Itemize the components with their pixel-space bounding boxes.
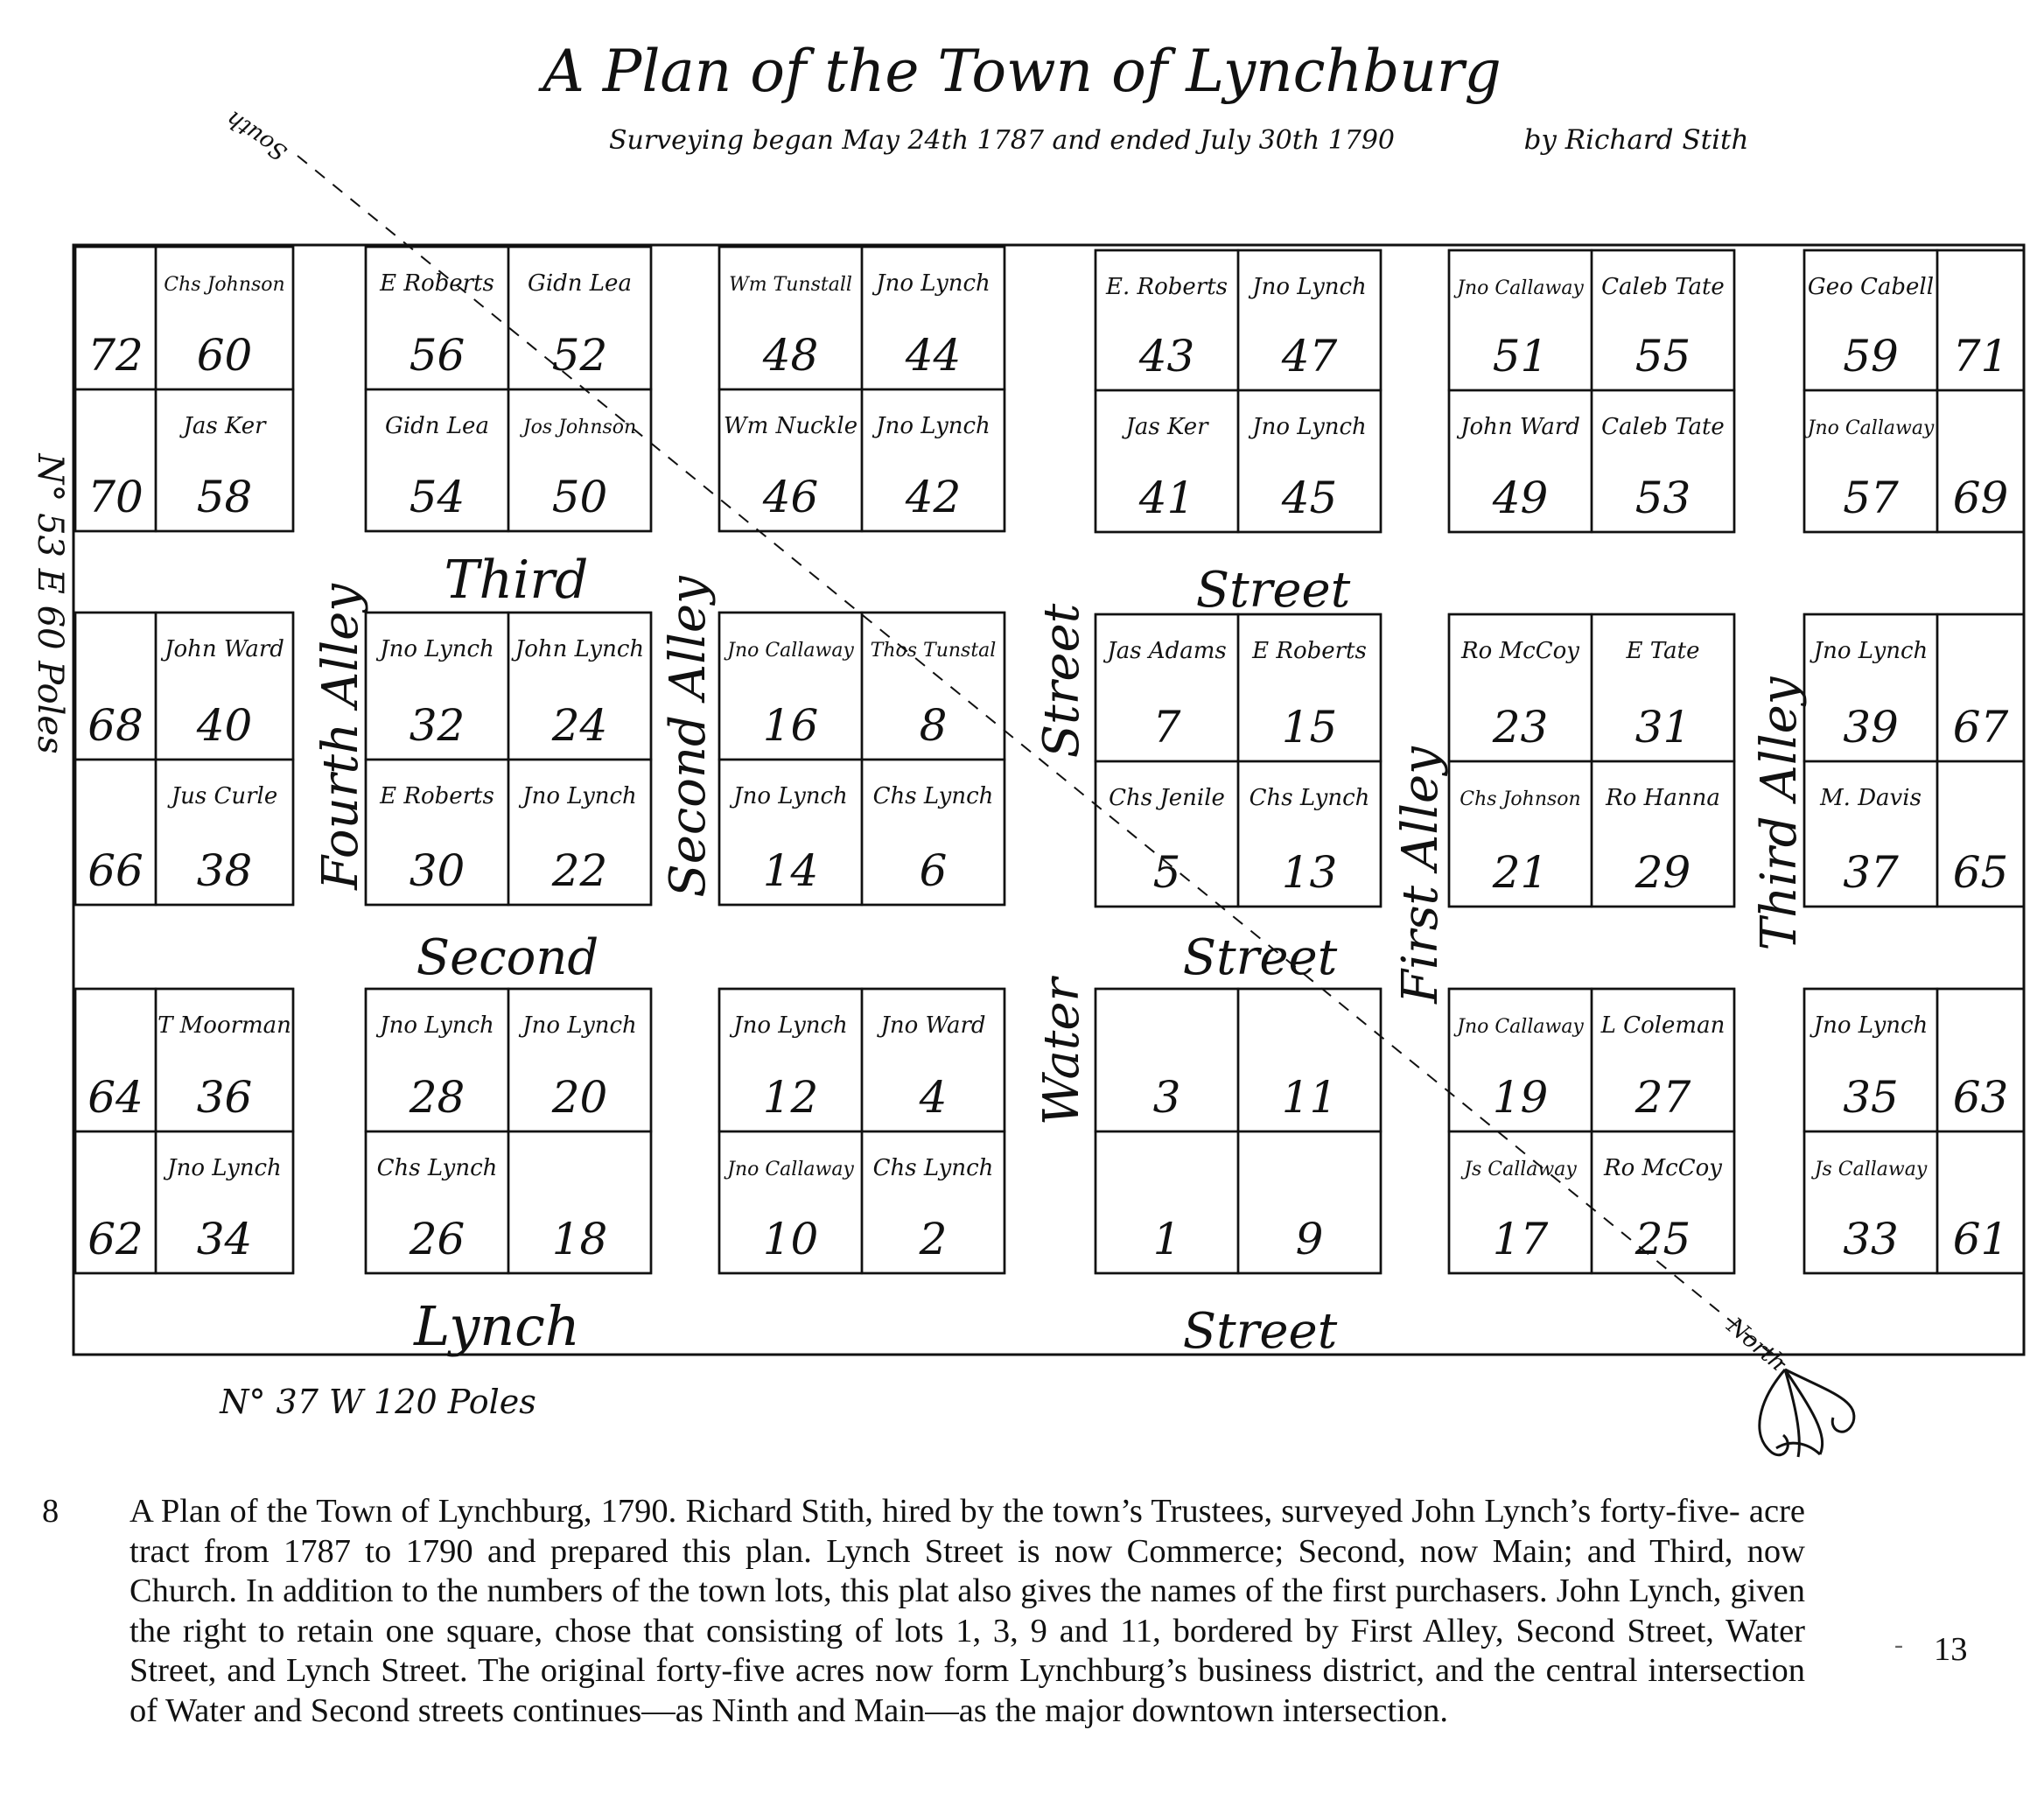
lot-number-label: 30 xyxy=(409,845,466,896)
lot-number-label: 62 xyxy=(88,1214,144,1264)
lot-number-label: 46 xyxy=(762,472,819,522)
lot-number-label: 51 xyxy=(1492,331,1549,382)
lot-number-label: 7 xyxy=(1152,702,1181,753)
lot-owner-label: E Roberts xyxy=(380,270,494,297)
lot-number-label: 9 xyxy=(1295,1214,1324,1264)
lot-number-label: 16 xyxy=(762,700,819,751)
lot-number-label: 56 xyxy=(409,330,466,381)
lot-number-label: 70 xyxy=(88,472,144,522)
lot-number-label: 66 xyxy=(88,845,144,896)
lot-owner-label: Jno Lynch xyxy=(733,1012,848,1039)
lot-owner-label: Jus Curle xyxy=(171,783,278,809)
lot-number-label: 26 xyxy=(409,1214,466,1264)
lot-owner-label: Jno Lynch xyxy=(876,270,990,297)
lot-number-label: 33 xyxy=(1843,1214,1899,1264)
lot-owner-label: Jno Callaway xyxy=(727,640,854,662)
lot-owner-label: Geo Cabell xyxy=(1807,274,1935,300)
lot-number-label: 43 xyxy=(1138,331,1195,382)
lot-number-label: 18 xyxy=(551,1214,608,1264)
page-number: 13 xyxy=(1934,1631,1968,1668)
lot-number-label: 29 xyxy=(1634,847,1691,898)
lot-number-label: 35 xyxy=(1843,1072,1899,1123)
street-label-lynch-street: Street xyxy=(1182,1303,1338,1360)
lot-number-label: 54 xyxy=(409,472,466,522)
lot-number-label: 11 xyxy=(1281,1072,1338,1123)
lot-number-label: 17 xyxy=(1492,1214,1549,1264)
lot-owner-label: Jno Callaway xyxy=(727,1159,854,1180)
lot-owner-label: E. Roberts xyxy=(1106,274,1228,300)
compass-north-flourish xyxy=(1760,1369,1854,1457)
lot-owner-label: Jas Ker xyxy=(183,413,266,439)
lot-number-label: 57 xyxy=(1843,473,1899,523)
lot-number-label: 15 xyxy=(1281,702,1338,753)
compass-south-label: South xyxy=(221,105,292,166)
lot-number-label: 21 xyxy=(1492,847,1549,898)
lot-number-label: 37 xyxy=(1843,847,1899,898)
lot-number-label: 60 xyxy=(196,330,253,381)
street-label-water: Water xyxy=(1033,977,1090,1126)
lot-owner-label: Chs Johnson xyxy=(1460,788,1581,810)
lot-number-label: 58 xyxy=(196,472,253,522)
lot-number-label: 25 xyxy=(1634,1214,1691,1264)
lot-number-label: 31 xyxy=(1634,702,1691,753)
lot-number-label: 19 xyxy=(1492,1072,1549,1123)
lot-number-label: 63 xyxy=(1952,1072,2009,1123)
lot-number-label: 42 xyxy=(905,472,962,522)
bearing-bottom: N° 37 W 120 Poles xyxy=(220,1383,536,1421)
lot-owner-label: Wm Tunstall xyxy=(729,274,852,296)
lot-number-label: 28 xyxy=(409,1072,466,1123)
lot-number-label: 44 xyxy=(905,330,962,381)
lot-number-label: 52 xyxy=(551,330,608,381)
lot-number-label: 39 xyxy=(1843,702,1899,753)
lot-owner-label: Jno Lynch xyxy=(167,1155,282,1181)
lot-owner-label: Caleb Tate xyxy=(1601,414,1725,440)
lot-owner-label: Chs Jenile xyxy=(1109,785,1225,811)
lot-owner-label: L Coleman xyxy=(1600,1012,1726,1039)
compass-north-label: North xyxy=(1721,1313,1791,1377)
map-surveyor: by Richard Stith xyxy=(1523,124,1749,156)
lot-owner-label: Jno Lynch xyxy=(733,783,848,809)
street-label-second-street: Street xyxy=(1182,929,1338,986)
map-title: A Plan of the Town of Lynchburg xyxy=(542,38,1502,105)
lot-number-label: 65 xyxy=(1952,847,2009,898)
lot-number-label: 48 xyxy=(762,330,819,381)
lot-owner-label: Ro Hanna xyxy=(1606,785,1720,811)
street-label-third: Third xyxy=(444,550,589,611)
lot-number-label: 53 xyxy=(1634,473,1691,523)
lot-owner-label: John Ward xyxy=(1460,414,1580,440)
lot-owner-label: Js Callaway xyxy=(1814,1159,1928,1180)
lot-owner-label: T Moorman xyxy=(158,1012,291,1039)
lot-number-label: 55 xyxy=(1634,331,1691,382)
lot-owner-label: Chs Lynch xyxy=(376,1155,498,1181)
lot-owner-label: Ro McCoy xyxy=(1461,638,1579,664)
lot-number-label: 4 xyxy=(919,1072,948,1123)
street-label-first-alley: First Alley xyxy=(1392,746,1449,1004)
figure-caption: A Plan of the Town of Lynchburg, 1790. Richard Stith, hired by the town’s Trustees, surveyed John Lynch’s forty-five- acre tract from 1787 to 1790 and prepared this plan. Lynch Street is now Commerce; Second, now Main; and Third, now Church. In addition to the numbers of the town lots, this plat also gives the names of the first purchasers. John Lynch, given the right to retain one square, chose that consisting of lots 1, 3, 9 and 11, bordered by First Alley, Second Street, Water Street, and Lynch Street. The original forty-five acres now form Lynchburg’s business district, and the central intersection of Water and Second streets continues—as Ninth and Main—as the major downtown intersection. xyxy=(130,1493,1805,1729)
lot-number-label: 71 xyxy=(1952,331,2009,382)
street-label-third-street: Street xyxy=(1195,562,1351,619)
lot-owner-label: Gidn Lea xyxy=(528,270,632,297)
lot-number-label: 72 xyxy=(88,330,144,381)
lot-owner-label: Jno Callaway xyxy=(1807,417,1935,439)
lot-owner-label: Jno Lynch xyxy=(1813,1012,1928,1039)
bearing-west-side: N° 53 E 60 Poles xyxy=(30,453,70,754)
lot-owner-label: Chs Lynch xyxy=(1249,785,1370,811)
lot-owner-label: Caleb Tate xyxy=(1601,274,1725,300)
lot-number-label: 5 xyxy=(1152,847,1181,898)
lot-owner-label: Jas Ker xyxy=(1125,414,1208,440)
lot-number-label: 32 xyxy=(409,700,466,751)
lot-number-label: 40 xyxy=(196,700,253,751)
street-label-second: Second xyxy=(416,929,599,986)
lot-number-label: 50 xyxy=(551,472,608,522)
lot-owner-label: Chs Lynch xyxy=(872,783,994,809)
lot-owner-label: Thos Tunstal xyxy=(870,640,997,662)
lot-owner-label: Jos Johnson xyxy=(522,417,637,438)
lot-owner-label: M. Davis xyxy=(1820,785,1922,811)
lot-number-label: 2 xyxy=(919,1214,948,1264)
lot-owner-label: E Tate xyxy=(1626,638,1700,664)
lot-number-label: 10 xyxy=(762,1214,819,1264)
lot-owner-label: John Lynch xyxy=(514,636,645,662)
lot-number-label: 3 xyxy=(1152,1072,1181,1123)
lot-number-label: 67 xyxy=(1952,702,2009,753)
lot-owner-label: Jno Lynch xyxy=(380,1012,494,1039)
lot-owner-label: Chs Lynch xyxy=(872,1155,994,1181)
lot-number-label: 68 xyxy=(88,700,144,751)
lot-number-label: 49 xyxy=(1492,473,1549,523)
figure-number: 8 xyxy=(42,1493,60,1530)
lot-owner-label: Jno Lynch xyxy=(876,413,990,439)
lot-owner-label: Jno Lynch xyxy=(522,1012,637,1039)
lot-owner-label: Chs Johnson xyxy=(164,274,285,296)
lot-owner-label: Jno Ward xyxy=(880,1012,986,1039)
lot-number-label: 41 xyxy=(1138,473,1195,523)
street-label-lynch: Lynch xyxy=(414,1294,580,1358)
street-label-fourth-alley: Fourth Alley xyxy=(312,584,369,890)
map-subtitle: Surveying began May 24th 1787 and ended July 30th 1790 xyxy=(608,125,1396,156)
lot-owner-label: Jno Lynch xyxy=(1252,274,1367,300)
street-label-water-street-upper: Street xyxy=(1033,603,1090,759)
lot-number-label: 69 xyxy=(1952,473,2009,523)
lot-number-label: 12 xyxy=(762,1072,819,1123)
lot-number-label: 38 xyxy=(196,845,253,896)
lot-number-label: 27 xyxy=(1634,1072,1691,1123)
lot-owner-label: Gidn Lea xyxy=(385,413,489,439)
lot-number-label: 24 xyxy=(551,700,608,751)
lot-number-label: 8 xyxy=(919,700,948,751)
page-dash: - xyxy=(1894,1630,1903,1659)
lot-owner-label: Jno Callaway xyxy=(1457,1016,1584,1038)
lot-owner-label: Jas Adams xyxy=(1107,638,1227,664)
lot-number-label: 64 xyxy=(88,1072,144,1123)
lot-number-label: 36 xyxy=(196,1072,253,1123)
lot-owner-label: Js Callaway xyxy=(1464,1159,1577,1180)
lot-owner-label: Wm Nuckle xyxy=(723,413,858,439)
lot-owner-label: John Ward xyxy=(164,636,284,662)
lot-owner-label: Jno Lynch xyxy=(1813,638,1928,664)
street-label-third-alley: Third Alley xyxy=(1751,676,1808,951)
lot-number-label: 45 xyxy=(1281,473,1338,523)
lot-owner-label: E Roberts xyxy=(1252,638,1367,664)
lot-number-label: 23 xyxy=(1492,702,1549,753)
lot-owner-label: E Roberts xyxy=(380,783,494,809)
lot-owner-label: Jno Lynch xyxy=(522,783,637,809)
lot-number-label: 34 xyxy=(196,1214,253,1264)
lot-number-label: 22 xyxy=(551,845,608,896)
street-label-second-alley: Second Alley xyxy=(660,576,717,898)
lot-owner-label: Jno Callaway xyxy=(1457,277,1584,299)
lot-number-label: 13 xyxy=(1281,847,1338,898)
lot-number-label: 59 xyxy=(1843,331,1899,382)
lot-number-label: 47 xyxy=(1281,331,1338,382)
lot-number-label: 1 xyxy=(1152,1214,1181,1264)
lot-number-label: 20 xyxy=(551,1072,608,1123)
lot-number-label: 61 xyxy=(1952,1214,2009,1264)
lot-owner-label: Jno Lynch xyxy=(1252,414,1367,440)
lot-owner-label: Ro McCoy xyxy=(1604,1155,1722,1181)
lot-owner-label: Jno Lynch xyxy=(380,636,494,662)
lot-number-label: 14 xyxy=(762,845,819,896)
lot-number-label: 6 xyxy=(919,845,948,896)
